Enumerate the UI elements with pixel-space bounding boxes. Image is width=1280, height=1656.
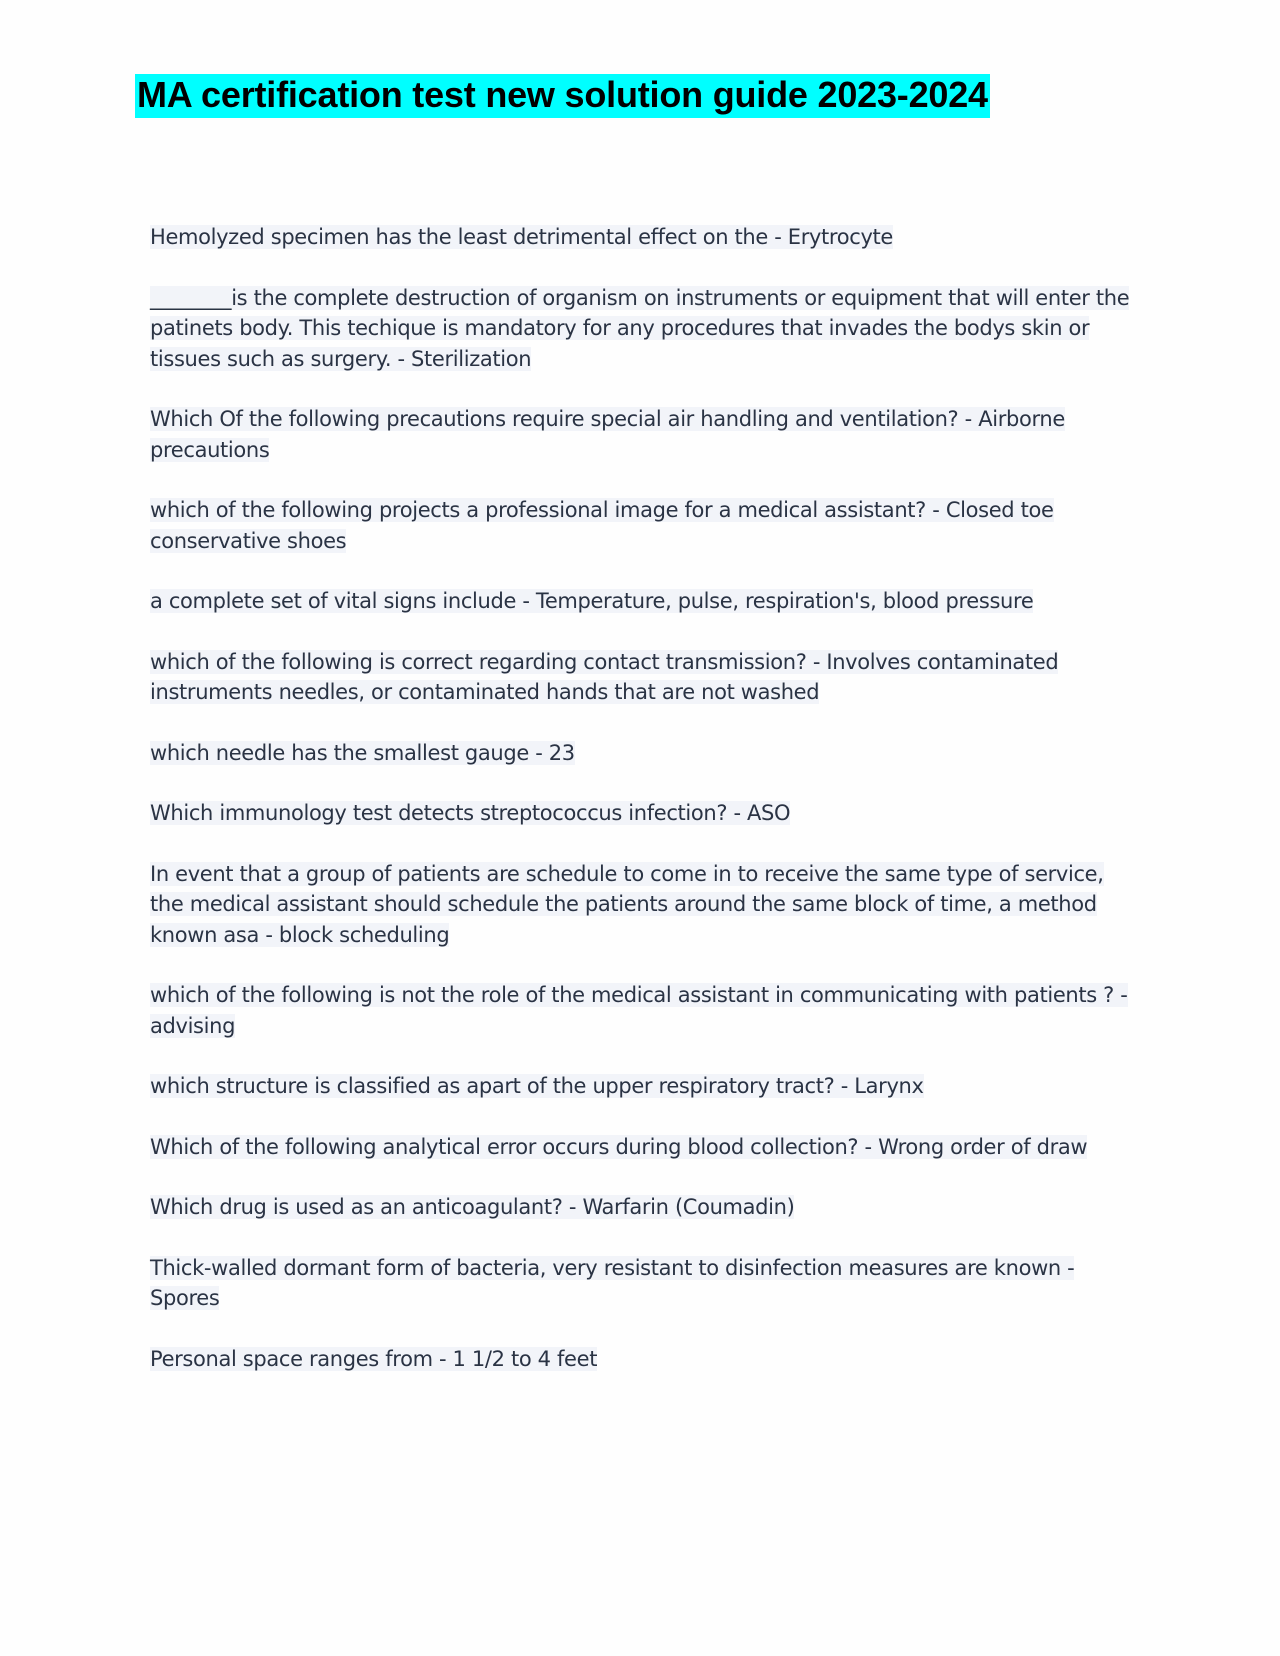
qa-text: a complete set of vital signs include - Temperature, pulse, respiration's, blood pressure (150, 589, 1034, 613)
qa-item (150, 404, 1140, 465)
qa-item (150, 1071, 1140, 1102)
qa-item (150, 738, 1140, 769)
qa-item (150, 647, 1140, 708)
qa-item (150, 1253, 1140, 1314)
qa-text: which structure is classified as apart of the upper respiratory tract? - Larynx (150, 1074, 924, 1098)
qa-item (150, 586, 1140, 617)
qa-text: which needle has the smallest gauge - 23 (150, 740, 575, 765)
qa-item (150, 798, 1140, 829)
qa-text: Which of the following analytical error occurs during blood collection? - Wrong order of draw (150, 1134, 1088, 1159)
qa-item (150, 980, 1140, 1041)
qa-text: Thick-walled dormant form of bacteria, very resistant to disinfection measures are known - Spores (150, 1255, 1075, 1310)
qa-item (150, 495, 1140, 556)
qa-item (150, 1344, 1140, 1375)
qa-text: In event that a group of patients are schedule to come in to receive the same type of service, the medical assistant should schedule the patients around the same block of time, a method known asa - block scheduling (150, 861, 1104, 947)
qa-text: Which immunology test detects streptococcus infection? - ASO (150, 801, 791, 825)
qa-text: Hemolyzed specimen has the least detrimental effect on the - Erytrocyte (150, 225, 893, 249)
document-title: MA certification test new solution guide 2023-2024 (135, 74, 990, 118)
qa-list (150, 222, 1140, 1404)
qa-item (150, 222, 1140, 253)
qa-text: ________is the complete destruction of organism on instruments or equipment that will enter the patinets body. This techique is mandatory for any procedures that invades the bodys skin or tissues such as surgery. - Sterilization (150, 285, 1130, 371)
qa-text: Which Of the following precautions require special air handling and ventilation? - Airborne precautions (150, 407, 1065, 462)
qa-text: which of the following is correct regarding contact transmission? - Involves contaminated instruments needles, or contaminated hands that are not washed (150, 649, 1059, 704)
qa-item (150, 283, 1140, 375)
qa-item (150, 1132, 1140, 1163)
qa-text: which of the following is not the role of the medical assistant in communicating with patients ? - advising (150, 983, 1128, 1038)
qa-item (150, 1192, 1140, 1223)
qa-text: Which drug is used as an anticoagulant? - Warfarin (Coumadin) (150, 1195, 795, 1219)
qa-item (150, 859, 1140, 951)
qa-text: which of the following projects a professional image for a medical assistant? - Closed toe conservative shoes (150, 498, 1054, 553)
qa-text: Personal space ranges from - 1 1/2 to 4 feet (150, 1346, 598, 1371)
